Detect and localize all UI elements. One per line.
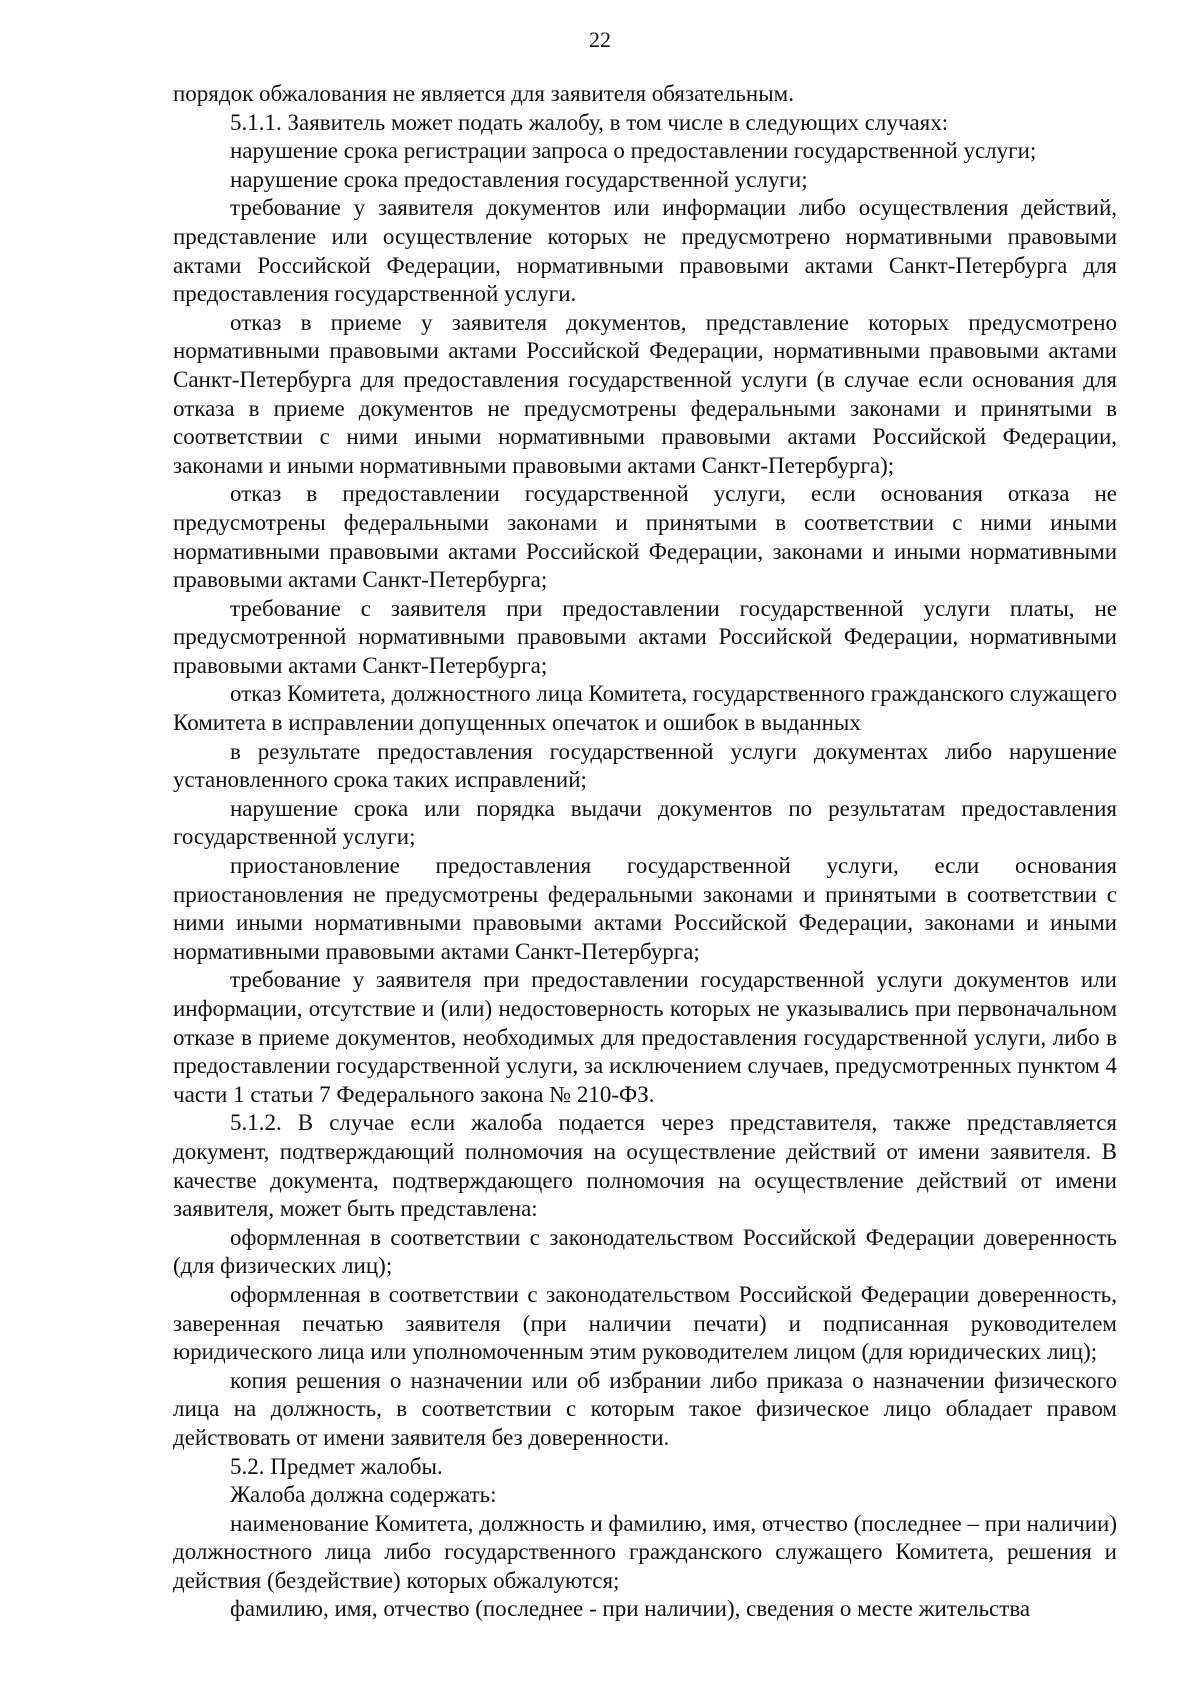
paragraph: 5.2. Предмет жалобы. [230, 1453, 443, 1479]
paragraph: требование у заявителя документов или информации либо осуществления действий, представление или осуществление которых не предусмотрено нормативными правовыми актами Российской Федерации, нормативными правовыми актами Санкт-Петербурга для предоставления государственной услуги. [173, 195, 1117, 307]
paragraph: отказ Комитета, должностного лица Комитета, государственного гражданского служащего Комитета в исправлении допущенных опечаток и ошибок в выданных [173, 681, 1117, 736]
paragraph: 5.1.1. Заявитель может подать жалобу, в том числе в следующих случаях: [230, 109, 949, 135]
paragraph: наименование Комитета, должность и фамилию, имя, отчество (последнее – при наличии) должностного лица либо государственного гражданского служащего Комитета, решения и действия (бездействие) которых обжалуются; [173, 1510, 1117, 1593]
paragraph: в результате предоставления государственной услуги документах либо нарушение установленного срока таких исправлений; [173, 738, 1117, 793]
paragraph: копия решения о назначении или об избрании либо приказа о назначении физического лица на должность, в соответствии с которым такое физическое лицо обладает правом действовать от имени заявителя без доверенности. [173, 1367, 1117, 1450]
paragraph: нарушение срока предоставления государственной услуги; [230, 166, 808, 192]
paragraph: требование у заявителя при предоставлении государственной услуги документов или информации, отсутствие и (или) недостоверность которых не указывались при первоначальном отказе в приеме документов, необходимых для предоставления государственной услуги, либо в предоставлении государственной услуги, за исключением случаев, предусмотренных пунктом 4 части 1 статьи 7 Федерального закона № 210-ФЗ. [173, 967, 1117, 1107]
paragraph: отказ в приеме у заявителя документов, представление которых предусмотрено нормативными правовыми актами Российской Федерации, нормативными правовыми актами Санкт-Петербурга для предоставления государственной услуги (в случае если основания для отказа в приеме документов не предусмотрены федеральными законами и принятыми в соответствии с ними иными нормативными правовыми актами Российской Федерации, законами и иными нормативными правовыми актами Санкт-Петербурга); [173, 309, 1117, 478]
paragraph: 5.1.2. В случае если жалоба подается через представителя, также представляется документ, подтверждающий полномочия на осуществление действий от имени заявителя. В качестве документа, подтверждающего полномочия на осуществление действий от имени заявителя, может быть представлена: [173, 1110, 1117, 1222]
paragraph: нарушение срока регистрации запроса о предоставлении государственной услуги; [230, 138, 1037, 164]
paragraph: оформленная в соответствии с законодательством Российской Федерации доверенность (для физических лиц); [173, 1224, 1117, 1279]
paragraph: приостановление предоставления государственной услуги, если основания приостановления не предусмотрены федеральными законами и принятыми в соответствии с ними иными нормативными правовыми актами Российской Федерации, законами и иными нормативными правовыми актами Санкт-Петербурга; [173, 853, 1117, 964]
document-body [173, 80, 1117, 1624]
paragraph: нарушение срока или порядка выдачи документов по результатам предоставления государственной услуги; [173, 795, 1117, 850]
paragraph: требование с заявителя при предоставлении государственной услуги платы, не предусмотренной нормативными правовыми актами Российской Федерации, нормативными правовыми актами Санкт-Петербурга; [173, 595, 1117, 678]
paragraph: фамилию, имя, отчество (последнее - при наличии), сведения о месте жительства [230, 1596, 1031, 1622]
paragraph: Жалоба должна содержать: [230, 1482, 497, 1508]
paragraph: оформленная в соответствии с законодательством Российской Федерации доверенность, заверенная печатью заявителя (при наличии печати) и подписанная руководителем юридического лица или уполномоченным этим руководителем лицом (для юридических лиц); [173, 1281, 1117, 1365]
paragraph: порядок обжалования не является для заявителя обязательным. [173, 81, 794, 106]
paragraph: отказ в предоставлении государственной услуги, если основания отказа не предусмотрены федеральными законами и принятыми в соответствии с ними иными нормативными правовыми актами Российской Федерации, законами и иными нормативными правовыми актами Санкт-Петербурга; [173, 481, 1117, 593]
page-number: 22 [589, 27, 611, 52]
